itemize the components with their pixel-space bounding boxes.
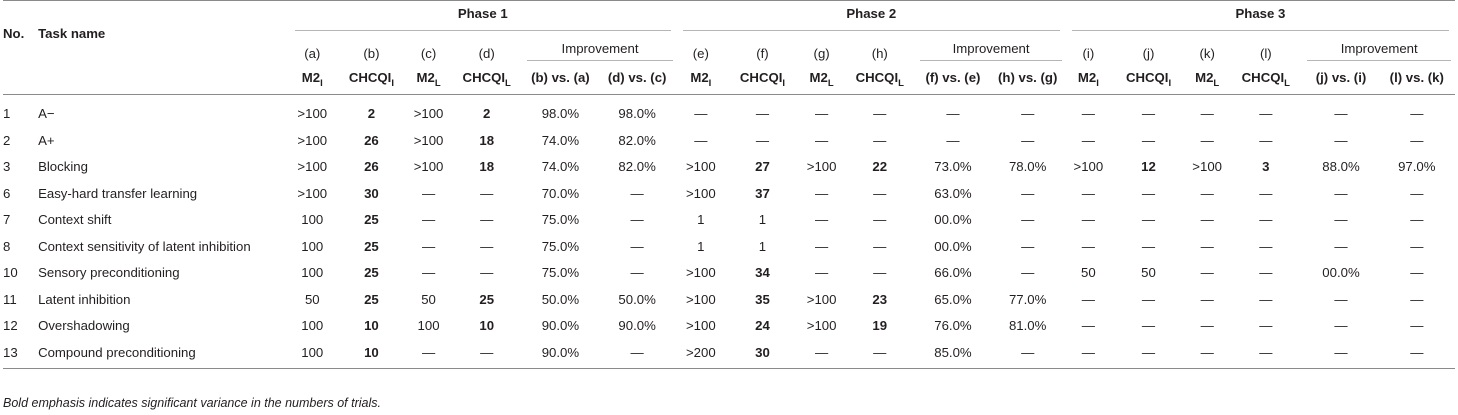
model-column-header xyxy=(289,61,336,95)
table-cell: — xyxy=(630,185,644,201)
row-number: 10 xyxy=(3,265,18,281)
table-cell: — xyxy=(421,212,436,228)
table-cell: — xyxy=(480,212,494,228)
phase-title: Phase 2 xyxy=(683,6,1060,31)
model-name: M2 xyxy=(690,70,709,85)
table-row xyxy=(3,207,1455,234)
table-cell: >200 xyxy=(685,344,716,360)
improvement-header xyxy=(916,36,1065,61)
row-number: 7 xyxy=(3,212,11,228)
table-cell: — xyxy=(480,265,494,281)
table-cell: 74.0% xyxy=(541,159,580,175)
table-cell: — xyxy=(815,212,829,228)
comparison-header: (h) vs. (g) xyxy=(998,70,1058,85)
table-cell: 10 xyxy=(364,344,379,360)
row-number: 8 xyxy=(3,238,11,254)
table-cell: — xyxy=(1410,212,1424,228)
table-cell: 30 xyxy=(755,344,770,360)
model-column-header xyxy=(725,61,800,95)
table-cell: 63.0% xyxy=(934,185,972,201)
comparison-header: (j) vs. (i) xyxy=(1315,70,1367,85)
table-cell: — xyxy=(1200,212,1214,228)
table-row xyxy=(3,95,1455,128)
model-subscript: I xyxy=(708,78,712,89)
table-cell: >100 xyxy=(685,185,716,201)
table-cell: >100 xyxy=(297,132,328,148)
table-cell: — xyxy=(421,238,436,254)
table-cell: — xyxy=(1200,105,1214,121)
improvement-label: Improvement xyxy=(1307,41,1451,61)
model-subscript: L xyxy=(505,78,511,89)
phase-title: Phase 1 xyxy=(295,6,671,31)
table-cell: — xyxy=(1141,185,1156,201)
table-cell: 00.0% xyxy=(1322,265,1360,281)
row-number: 6 xyxy=(3,185,11,201)
model-column-header xyxy=(450,61,523,95)
table-cell: — xyxy=(1334,212,1348,228)
table-cell: 100 xyxy=(301,344,324,360)
table-cell: >100 xyxy=(806,291,837,307)
model-name: M2 xyxy=(301,70,321,85)
table-cell: — xyxy=(630,265,644,281)
table-cell: — xyxy=(1021,212,1035,228)
table-footnote: Bold emphasis indicates significant variance in the numbers of trials. xyxy=(3,396,381,410)
table-cell: — xyxy=(1141,238,1156,254)
improvement-label: Improvement xyxy=(527,41,672,61)
table-cell: >100 xyxy=(413,159,444,175)
table-cell: 1 xyxy=(758,238,767,254)
table-cell: 77.0% xyxy=(1008,291,1047,307)
table-cell: — xyxy=(1259,265,1273,281)
model-column-header xyxy=(800,61,843,95)
table-cell: 70.0% xyxy=(541,185,580,201)
table-cell: 100 xyxy=(301,265,324,281)
table-cell: 100 xyxy=(417,318,440,334)
table-row xyxy=(3,180,1455,207)
model-subscript: L xyxy=(434,78,441,89)
table-cell: — xyxy=(1259,344,1273,360)
table-cell: 50 xyxy=(1081,265,1096,281)
table-cell: 25 xyxy=(364,291,379,307)
task-name: Context sensitivity of latent inhibition xyxy=(38,238,251,254)
table-cell: — xyxy=(946,105,960,121)
column-letter: (f) xyxy=(756,46,769,61)
comparison-header: (l) vs. (k) xyxy=(1389,70,1444,85)
model-name: M2 xyxy=(809,70,828,85)
model-subscript: I xyxy=(391,78,394,89)
task-name: Context shift xyxy=(38,212,112,228)
table-cell: 26 xyxy=(364,159,379,175)
task-name: Overshadowing xyxy=(38,318,130,334)
model-subscript: I xyxy=(782,78,786,89)
table-cell: — xyxy=(1200,344,1214,360)
table-cell: 90.0% xyxy=(541,344,580,360)
table-cell: — xyxy=(480,185,494,201)
table-cell: — xyxy=(630,212,644,228)
table-cell: — xyxy=(694,105,708,121)
table-cell: — xyxy=(421,265,436,281)
table-cell: — xyxy=(1141,105,1156,121)
model-subscript: L xyxy=(1284,78,1290,89)
table-cell: — xyxy=(873,238,887,254)
table-cell: 74.0% xyxy=(541,132,580,148)
phase-title: Phase 3 xyxy=(1072,6,1449,31)
table-cell: — xyxy=(480,238,494,254)
table-cell: 75.0% xyxy=(541,212,580,228)
improvement-label: Improvement xyxy=(920,41,1061,61)
table-cell: >100 xyxy=(297,159,328,175)
table-cell: — xyxy=(815,265,829,281)
table-row xyxy=(3,313,1455,340)
table-cell: 88.0% xyxy=(1322,159,1360,175)
table-cell: 00.0% xyxy=(934,212,972,228)
model-column-header xyxy=(843,61,916,95)
model-name: CHCQI xyxy=(348,70,392,85)
model-column-header xyxy=(407,61,450,95)
table-cell: — xyxy=(1259,105,1273,121)
table-cell: 97.0% xyxy=(1398,159,1436,175)
table-cell: 90.0% xyxy=(541,318,580,334)
table-cell: — xyxy=(873,212,887,228)
table-cell: — xyxy=(1021,238,1035,254)
model-column-header xyxy=(677,61,725,95)
table-cell: — xyxy=(815,105,829,121)
table-cell: — xyxy=(873,105,887,121)
table-cell: 25 xyxy=(364,238,379,254)
model-subscript: I xyxy=(1096,78,1099,89)
col-header-task-name: Task name xyxy=(38,26,106,41)
table-cell: 30 xyxy=(364,185,379,201)
model-column-header xyxy=(1186,61,1228,95)
table-cell: — xyxy=(1200,238,1214,254)
table-cell: 2 xyxy=(483,105,491,121)
improvement-header xyxy=(1303,36,1455,61)
table-cell: 75.0% xyxy=(541,238,580,254)
column-letter: (j) xyxy=(1142,46,1155,61)
model-column-header xyxy=(1228,61,1303,95)
table-cell: — xyxy=(1200,185,1214,201)
table-cell: — xyxy=(1200,318,1214,334)
table-cell: 10 xyxy=(479,318,495,334)
table-cell: — xyxy=(1081,238,1095,254)
row-number: 1 xyxy=(3,105,11,121)
table-cell: — xyxy=(1141,212,1156,228)
col-header-no: No. xyxy=(3,26,25,41)
table-cell: 25 xyxy=(364,212,379,228)
model-subscript: L xyxy=(1213,78,1220,89)
table-cell: — xyxy=(1259,212,1273,228)
table-cell: — xyxy=(946,132,960,148)
model-subscript: I xyxy=(1168,78,1172,89)
table-cell: 50 xyxy=(1141,265,1156,281)
column-letter: (l) xyxy=(1259,46,1272,61)
table-cell: — xyxy=(1334,238,1348,254)
table-cell: >100 xyxy=(685,291,716,307)
task-name: Compound preconditioning xyxy=(38,344,196,360)
table-cell: 23 xyxy=(872,291,888,307)
table-cell: >100 xyxy=(806,159,837,175)
row-number: 11 xyxy=(3,291,17,307)
table-cell: — xyxy=(1081,105,1095,121)
table-cell: >100 xyxy=(297,185,328,201)
table-cell: — xyxy=(1259,185,1273,201)
table-cell: >100 xyxy=(1073,159,1104,175)
table-cell: 85.0% xyxy=(934,344,972,360)
table-cell: — xyxy=(815,185,829,201)
table-cell: >100 xyxy=(806,318,837,334)
table-cell: 35 xyxy=(755,291,770,307)
table-cell: — xyxy=(1259,318,1273,334)
table-cell: — xyxy=(1334,291,1348,307)
table-cell: — xyxy=(815,344,829,360)
table-cell: 37 xyxy=(755,185,770,201)
comparison-header: (f) vs. (e) xyxy=(925,70,981,85)
table-cell: — xyxy=(1141,132,1156,148)
table-cell: — xyxy=(1410,132,1424,148)
table-cell: — xyxy=(630,344,644,360)
table-cell: — xyxy=(1200,132,1214,148)
table-row xyxy=(3,286,1455,313)
table-cell: 25 xyxy=(364,265,379,281)
row-number: 2 xyxy=(3,132,11,148)
column-letter: (d) xyxy=(478,46,495,61)
task-name: A− xyxy=(38,105,55,121)
table-cell: — xyxy=(1334,185,1348,201)
task-name: Easy-hard transfer learning xyxy=(38,185,198,201)
table-cell: 19 xyxy=(872,318,888,334)
table-cell: — xyxy=(1334,318,1348,334)
model-name: M2 xyxy=(1077,70,1097,85)
table-cell: >100 xyxy=(297,105,328,121)
table-cell: — xyxy=(1259,291,1273,307)
row-number: 12 xyxy=(3,318,18,334)
task-name: Sensory preconditioning xyxy=(38,265,180,281)
table-cell: 00.0% xyxy=(934,238,972,254)
table-cell: — xyxy=(1410,291,1424,307)
table-cell: 12 xyxy=(1141,159,1156,175)
table-cell: 82.0% xyxy=(618,159,656,175)
column-letter: (k) xyxy=(1199,46,1215,61)
table-cell: 90.0% xyxy=(618,318,656,334)
model-column-header xyxy=(1066,61,1111,95)
table-cell: 78.0% xyxy=(1008,159,1047,175)
table-cell: 82.0% xyxy=(618,132,656,148)
table-cell: — xyxy=(1081,291,1095,307)
table-cell: — xyxy=(1021,344,1035,360)
table-cell: — xyxy=(755,132,770,148)
column-letter: (e) xyxy=(692,46,709,61)
table-cell: — xyxy=(1200,291,1214,307)
table-row xyxy=(3,127,1455,154)
table-cell: — xyxy=(1081,344,1095,360)
table-cell: — xyxy=(1200,265,1214,281)
table-cell: 100 xyxy=(301,318,324,334)
table-cell: — xyxy=(873,265,887,281)
task-name: Blocking xyxy=(38,159,88,175)
table-cell: 50.0% xyxy=(618,291,656,307)
table-cell: 98.0% xyxy=(618,105,656,121)
table-cell: — xyxy=(1334,105,1348,121)
column-letter: (h) xyxy=(871,46,888,61)
table-row xyxy=(3,154,1455,181)
table-cell: 100 xyxy=(301,212,324,228)
table-cell: — xyxy=(1021,185,1035,201)
table-cell: 65.0% xyxy=(934,291,972,307)
table-cell: 26 xyxy=(364,132,379,148)
improvement-header xyxy=(523,36,676,61)
table-cell: — xyxy=(1259,132,1273,148)
table-cell: 100 xyxy=(301,238,324,254)
table-cell: 50 xyxy=(421,291,436,307)
task-name: Latent inhibition xyxy=(38,291,131,307)
table-cell: 18 xyxy=(479,132,495,148)
table-cell: — xyxy=(815,132,829,148)
row-number: 13 xyxy=(3,344,18,360)
column-letter: (g) xyxy=(813,46,830,61)
table-cell: 25 xyxy=(479,291,495,307)
table-row xyxy=(3,260,1455,287)
table-cell: 76.0% xyxy=(934,318,972,334)
results-table xyxy=(3,0,1455,369)
table-cell: — xyxy=(1410,318,1424,334)
table-cell: 34 xyxy=(755,265,770,281)
table-cell: >100 xyxy=(413,132,444,148)
table-cell: 1 xyxy=(758,212,767,228)
model-subscript: L xyxy=(898,78,904,89)
comparison-header: (d) vs. (c) xyxy=(607,70,667,85)
phase-2-header xyxy=(677,1,1066,37)
model-subscript: L xyxy=(827,78,834,89)
model-name: M2 xyxy=(416,70,435,85)
comparison-header: (b) vs. (a) xyxy=(531,70,590,85)
table-cell: — xyxy=(1334,132,1348,148)
table-cell: 75.0% xyxy=(541,265,580,281)
table-cell: >100 xyxy=(685,318,716,334)
table-cell: — xyxy=(421,344,436,360)
column-letter: (b) xyxy=(363,46,380,61)
table-cell: — xyxy=(480,344,494,360)
column-letter: (i) xyxy=(1082,46,1095,61)
table-cell: 50.0% xyxy=(541,291,580,307)
table-cell: — xyxy=(1410,265,1424,281)
table-cell: 1 xyxy=(697,238,705,254)
table-cell: >100 xyxy=(685,159,716,175)
table-cell: — xyxy=(1081,132,1095,148)
table-cell: — xyxy=(873,132,887,148)
table-cell: — xyxy=(1410,238,1424,254)
table-cell: — xyxy=(694,132,708,148)
table-cell: — xyxy=(1081,212,1095,228)
table-cell: >100 xyxy=(685,265,716,281)
table-cell: 1 xyxy=(697,212,705,228)
model-name: CHCQI xyxy=(1241,70,1285,85)
table-cell: — xyxy=(1081,185,1095,201)
table-cell: — xyxy=(1141,344,1156,360)
table-row xyxy=(3,339,1455,368)
table-cell: — xyxy=(630,238,644,254)
table-cell: 2 xyxy=(367,105,376,121)
model-name: M2 xyxy=(1195,70,1214,85)
model-subscript: I xyxy=(320,78,323,89)
table-cell: — xyxy=(815,238,829,254)
column-letter: (a) xyxy=(304,46,321,61)
table-cell: — xyxy=(1021,265,1035,281)
table-cell: — xyxy=(1410,105,1424,121)
model-name: CHCQI xyxy=(462,70,506,85)
table-cell: 18 xyxy=(479,159,495,175)
table-cell: >100 xyxy=(413,105,444,121)
table-cell: 81.0% xyxy=(1008,318,1047,334)
table-cell: — xyxy=(1141,291,1156,307)
table-cell: >100 xyxy=(1192,159,1223,175)
model-column-header xyxy=(336,61,407,95)
table-cell: — xyxy=(873,344,887,360)
table-cell: 24 xyxy=(755,318,770,334)
table-cell: — xyxy=(1410,185,1424,201)
table-cell: 22 xyxy=(872,159,888,175)
table-cell: 98.0% xyxy=(541,105,580,121)
phase-1-header xyxy=(289,1,677,37)
table-cell: — xyxy=(1259,238,1273,254)
table-cell: — xyxy=(1021,132,1035,148)
table-cell: 27 xyxy=(755,159,770,175)
model-column-header xyxy=(1111,61,1186,95)
model-name: CHCQI xyxy=(739,70,783,85)
row-number: 3 xyxy=(3,159,11,175)
model-name: CHCQI xyxy=(855,70,899,85)
table-cell: 50 xyxy=(304,291,320,307)
table-cell: — xyxy=(1141,318,1156,334)
column-letter: (c) xyxy=(420,46,437,61)
task-name: A+ xyxy=(38,132,55,148)
table-cell: — xyxy=(755,105,770,121)
table-cell: — xyxy=(1021,105,1035,121)
table-cell: 3 xyxy=(1262,159,1270,175)
model-name: CHCQI xyxy=(1125,70,1169,85)
table-cell: 10 xyxy=(364,318,379,334)
table-cell: — xyxy=(1334,344,1348,360)
table-cell: — xyxy=(1081,318,1095,334)
table-cell: — xyxy=(873,185,887,201)
header-phase-row xyxy=(3,1,1455,37)
table-row xyxy=(3,233,1455,260)
table-cell: — xyxy=(1410,344,1424,360)
phase-3-header xyxy=(1066,1,1455,37)
table-cell: 66.0% xyxy=(934,265,972,281)
table-cell: 73.0% xyxy=(934,159,972,175)
table-cell: — xyxy=(421,185,436,201)
